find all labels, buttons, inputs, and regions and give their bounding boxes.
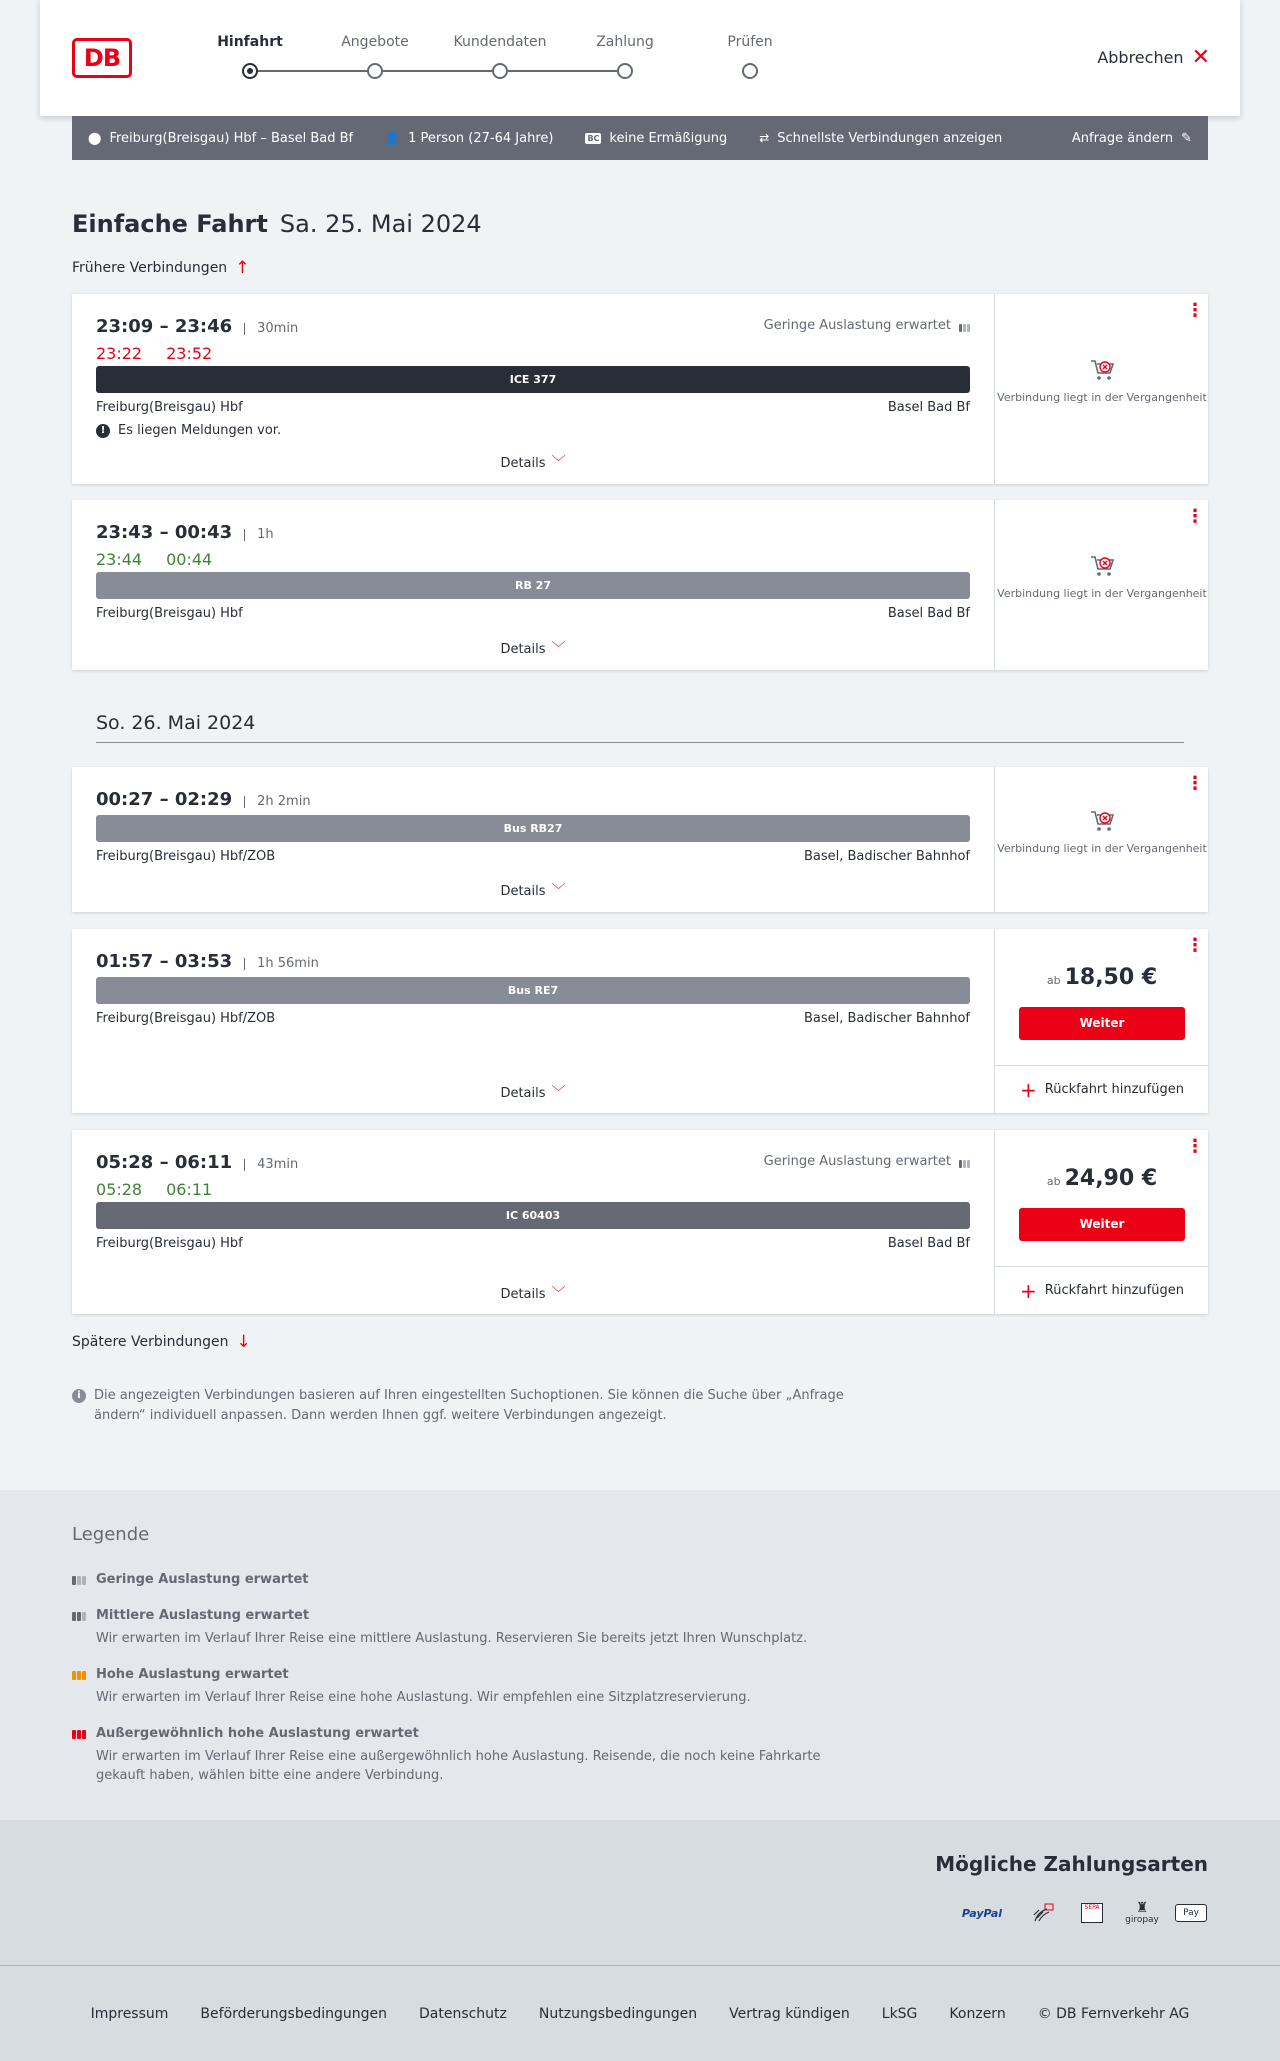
header [40, 0, 1240, 116]
offer-panel [994, 1130, 1208, 1314]
cart-unavailable-icon [1089, 554, 1115, 578]
connection-times [96, 1152, 298, 1173]
occupancy-extreme-icon [72, 1728, 88, 1739]
footer-link-datenschutz[interactable]: Datenschutz [418, 2005, 507, 2022]
past-text: Verbindung liegt in der Vergangenheit [997, 391, 1207, 404]
plus-icon: + [1020, 1278, 1037, 1303]
train-bar[interactable]: IC 60403 [96, 1202, 970, 1229]
discount-summary [585, 131, 727, 146]
paypal-icon: PayPal [961, 1906, 1003, 1920]
more-options-icon[interactable]: ⋮ [1186, 935, 1204, 956]
trip-type: Einfache Fahrt [72, 210, 268, 238]
details-label: Details [500, 456, 546, 471]
connection-main [72, 294, 994, 484]
realtime-arrival: 00:44 [166, 550, 213, 569]
realtime-times [96, 550, 212, 569]
info-text: Die angezeigten Verbindungen basieren auf Ihren eingestellten Suchoptionen. Sie können die Suche über „Anfrage ändern“ individuell anpassen. Dann werden Ihnen ggf. weitere Verbindungen angezeigt. [94, 1388, 844, 1423]
realtime-departure: 23:44 [96, 550, 143, 569]
legend-item-desc: Wir erwarten im Verlauf Ihrer Reise eine außergewöhnlich hohe Auslastung. Reisende, die noch keine Fahrkarte gekauft haben, wählen bitte eine andere Verbindung. [96, 1749, 821, 1783]
sepa-label: SEPA [1081, 1903, 1103, 1923]
step-label: Kundendaten [453, 34, 547, 50]
stations [96, 400, 970, 415]
step-angebote [315, 34, 435, 79]
connection-card [72, 294, 1208, 484]
apple-pay-label: Pay [1175, 1904, 1207, 1922]
arrow-down-icon: ↓ [236, 1332, 251, 1352]
details-toggle[interactable] [72, 880, 994, 900]
step-label: Prüfen [727, 34, 773, 50]
legend-item-desc: Wir erwarten im Verlauf Ihrer Reise eine mittlere Auslastung. Reservieren Sie bereits jetzt Ihren Wunschplatz. [96, 1631, 808, 1646]
realtime-departure: 05:28 [96, 1180, 143, 1199]
offer-panel [994, 767, 1208, 912]
tower-glyph: ♜ [1135, 1900, 1149, 1916]
footer-link-lksg[interactable]: LkSG [881, 2005, 918, 2022]
departure-station: Freiburg(Breisgau) Hbf [96, 400, 243, 415]
alert-icon: ! [96, 424, 110, 438]
apple-pay-icon [1174, 1898, 1208, 1928]
time-range: 01:57 – 03:53 [96, 951, 233, 972]
footer-link-konzern[interactable]: Konzern [949, 2005, 1006, 2022]
offer-panel [994, 500, 1208, 670]
step-dot [742, 63, 758, 79]
arrival-station: Basel, Badischer Bahnhof [803, 849, 970, 864]
cart-unavailable-icon [1089, 809, 1115, 833]
occupancy-low-icon [959, 1156, 970, 1168]
duration: 2h 2min [244, 796, 310, 808]
occupancy-text: Geringe Auslastung erwartet [763, 318, 951, 333]
earlier-label: Frühere Verbindungen [72, 260, 228, 276]
occupancy-low-icon [72, 1574, 88, 1585]
swap-icon: ⇄ [759, 131, 770, 145]
more-options-icon[interactable]: ⋮ [1186, 773, 1204, 794]
connection-main [72, 1130, 994, 1314]
payment-title: Mögliche Zahlungsarten [935, 1852, 1208, 1876]
passenger-text: 1 Person (27-64 Jahre) [408, 130, 554, 146]
occupancy-text: Geringe Auslastung erwartet [763, 1154, 951, 1169]
sepa-icon [1078, 1898, 1106, 1928]
add-return-button[interactable] [995, 1266, 1209, 1314]
details-label: Details [500, 884, 546, 899]
duration: 43min [244, 1159, 298, 1171]
discount-text: keine Ermäßigung [609, 130, 728, 146]
person-icon: 👤 [385, 131, 401, 145]
occupancy-low-icon [959, 320, 970, 332]
footer [0, 1965, 1280, 2061]
legend-item [72, 1572, 852, 1587]
chevron-down-icon: ﹀ [551, 455, 566, 471]
connection-card [72, 500, 1208, 670]
arrival-station: Basel, Badischer Bahnhof [803, 1011, 970, 1026]
step-dot [617, 63, 633, 79]
connection-card [72, 929, 1208, 1113]
duration: 30min [244, 323, 298, 335]
train-bar[interactable]: Bus RE7 [96, 977, 970, 1004]
cart-unavailable-icon [1089, 358, 1115, 382]
train-bar[interactable]: ICE 377 [96, 366, 970, 393]
connection-card [72, 1130, 1208, 1314]
step-label: Zahlung [596, 34, 654, 50]
departure-station: Freiburg(Breisgau) Hbf/ZOB [96, 849, 276, 864]
db-logo[interactable]: DB [72, 38, 132, 78]
price-value: 24,90 € [1064, 1166, 1158, 1191]
search-summary-bar [72, 116, 1208, 160]
footer-link-nutzungsbedingungen[interactable]: Nutzungsbedingungen [538, 2005, 698, 2022]
price-prefix: ab [1046, 1175, 1061, 1188]
later-label: Spätere Verbindungen [72, 1334, 229, 1350]
stations [96, 1011, 970, 1026]
more-options-icon[interactable]: ⋮ [1186, 300, 1204, 321]
realtime-arrival: 06:11 [166, 1180, 213, 1199]
legend-item-title: Geringe Auslastung erwartet [96, 1572, 309, 1587]
pencil-icon: ✎ [1181, 130, 1192, 146]
chevron-down-icon: ﹀ [551, 1085, 566, 1101]
connection-main [72, 500, 994, 670]
connection-times [96, 951, 319, 972]
time-range: 00:27 – 02:29 [96, 789, 233, 810]
footer-link-impressum[interactable]: Impressum [90, 2005, 169, 2022]
price [995, 1166, 1209, 1191]
trip-date: Sa. 25. Mai 2024 [279, 210, 482, 238]
connection-card [72, 767, 1208, 912]
footer-link-vertrag-kuendigen[interactable]: Vertrag kündigen [729, 2005, 850, 2022]
step-label: Hinfahrt [217, 34, 283, 50]
step-label: Angebote [341, 34, 409, 50]
details-toggle[interactable] [72, 1283, 994, 1303]
time-range: 05:28 – 06:11 [96, 1152, 233, 1173]
message-text: Es liegen Meldungen vor. [118, 423, 282, 438]
step-dot [492, 63, 508, 79]
add-return-button[interactable] [995, 1065, 1209, 1113]
later-connections-link[interactable] [72, 1332, 251, 1352]
occupancy-high-icon [72, 1669, 88, 1680]
realtime-departure: 23:22 [96, 344, 143, 363]
connection-times [96, 316, 298, 337]
legend-item-desc: Wir erwarten im Verlauf Ihrer Reise eine hohe Auslastung. Wir empfehlen eine Sitzplatzreservierung. [96, 1690, 751, 1705]
price-prefix: ab [1046, 974, 1061, 987]
legend-item-title: Hohe Auslastung erwartet [96, 1667, 289, 1682]
step-dot [367, 63, 383, 79]
price [995, 965, 1209, 990]
chevron-down-icon: ﹀ [551, 641, 566, 657]
offer-panel [994, 294, 1208, 484]
connection-main [72, 929, 994, 1113]
chevron-down-icon: ﹀ [551, 1286, 566, 1302]
train-bar[interactable]: Bus RB27 [96, 815, 970, 842]
price-value: 18,50 € [1064, 965, 1158, 990]
realtime-arrival: 23:52 [166, 344, 213, 363]
past-connection-info [995, 554, 1209, 601]
occupancy-medium-icon [72, 1610, 88, 1621]
occupancy-info [764, 318, 970, 333]
stations [96, 606, 970, 621]
departure-station: Freiburg(Breisgau) Hbf/ZOB [96, 1011, 276, 1026]
connection-main [72, 767, 994, 912]
route-text: Freiburg(Breisgau) Hbf – Basel Bad Bf [109, 130, 354, 146]
connection-times [96, 522, 274, 543]
past-text: Verbindung liegt in der Vergangenheit [997, 842, 1207, 855]
bahncard-icon: BC [587, 133, 600, 143]
legend-item [72, 1726, 852, 1785]
plus-icon: + [1020, 1077, 1037, 1102]
step-kundendaten [440, 34, 560, 79]
close-icon: ✕ [1191, 44, 1210, 70]
cancel-button[interactable] [1097, 44, 1210, 70]
legend-section [0, 1490, 1280, 1820]
fastest-option [759, 131, 1002, 146]
continue-button[interactable]: Weiter [1019, 1007, 1185, 1040]
past-connection-info [995, 358, 1209, 405]
route-summary [88, 131, 353, 146]
duration: 1h 56min [244, 958, 319, 970]
day-separator: So. 26. Mai 2024 [96, 712, 1184, 743]
booking-stepper [170, 34, 773, 84]
past-text: Verbindung liegt in der Vergangenheit [997, 587, 1207, 600]
step-dot [242, 63, 258, 79]
stations [96, 1236, 970, 1251]
offer-panel [994, 929, 1208, 1113]
arrow-up-icon: ↑ [235, 258, 250, 278]
change-label: Anfrage ändern [1071, 130, 1174, 146]
return-label: Rückfahrt hinzufügen [1044, 1082, 1184, 1097]
realtime-times [96, 344, 212, 363]
giropay-label: giropay [1125, 1915, 1159, 1925]
departure-station: Freiburg(Breisgau) Hbf [96, 606, 243, 621]
more-options-icon[interactable]: ⋮ [1186, 1136, 1204, 1157]
legend-title: Legende [72, 1524, 150, 1545]
fastest-text: Schnellste Verbindungen anzeigen [777, 130, 1003, 146]
message-notice [96, 423, 281, 438]
footer-copyright: © DB Fernverkehr AG [1037, 2005, 1190, 2022]
page-title [72, 210, 482, 238]
legend-item [72, 1667, 852, 1707]
occupancy-info [764, 1154, 970, 1169]
legend-item-title: Mittlere Auslastung erwartet [96, 1608, 310, 1623]
arrival-station: Basel Bad Bf [887, 606, 970, 621]
departure-station: Freiburg(Breisgau) Hbf [96, 1236, 243, 1251]
cancel-label: Abbrechen [1097, 48, 1184, 67]
legend-item-title: Außergewöhnlich hohe Auslastung erwartet [96, 1726, 419, 1741]
arrival-station: Basel Bad Bf [887, 1236, 970, 1251]
chevron-down-icon: ﹀ [551, 883, 566, 899]
return-label: Rückfahrt hinzufügen [1044, 1283, 1184, 1298]
legend-item [72, 1608, 852, 1648]
credit-card-hand-icon [1030, 1898, 1056, 1928]
passenger-summary [385, 131, 553, 146]
stations [96, 849, 970, 864]
realtime-times [96, 1180, 212, 1199]
details-toggle[interactable] [72, 1082, 994, 1102]
details-label: Details [500, 1287, 546, 1302]
connection-times [96, 789, 311, 810]
step-zahlung [565, 34, 685, 79]
footer-link-befoerderungsbedingungen[interactable]: Beförderungsbedingungen [200, 2005, 387, 2022]
details-label: Details [500, 1086, 546, 1101]
details-label: Details [500, 642, 546, 657]
details-toggle[interactable] [72, 638, 994, 658]
time-range: 23:43 – 00:43 [96, 522, 233, 543]
location-pin-icon: ⬤ [88, 131, 102, 145]
duration: 1h [244, 529, 274, 541]
time-range: 23:09 – 23:46 [96, 316, 233, 337]
earlier-connections-link[interactable] [72, 258, 249, 278]
arrival-station: Basel Bad Bf [887, 400, 970, 415]
change-request-button[interactable] [1072, 131, 1192, 146]
step-hinfahrt[interactable] [190, 34, 310, 79]
info-notice [72, 1386, 852, 1426]
step-pruefen [690, 34, 810, 79]
train-bar[interactable]: RB 27 [96, 572, 970, 599]
more-options-icon[interactable]: ⋮ [1186, 506, 1204, 527]
past-connection-info [995, 809, 1209, 856]
payment-methods [0, 1820, 1280, 1965]
giropay-icon [1122, 1898, 1162, 1928]
info-icon: i [72, 1389, 86, 1403]
details-toggle[interactable] [72, 452, 994, 472]
continue-button[interactable]: Weiter [1019, 1208, 1185, 1241]
